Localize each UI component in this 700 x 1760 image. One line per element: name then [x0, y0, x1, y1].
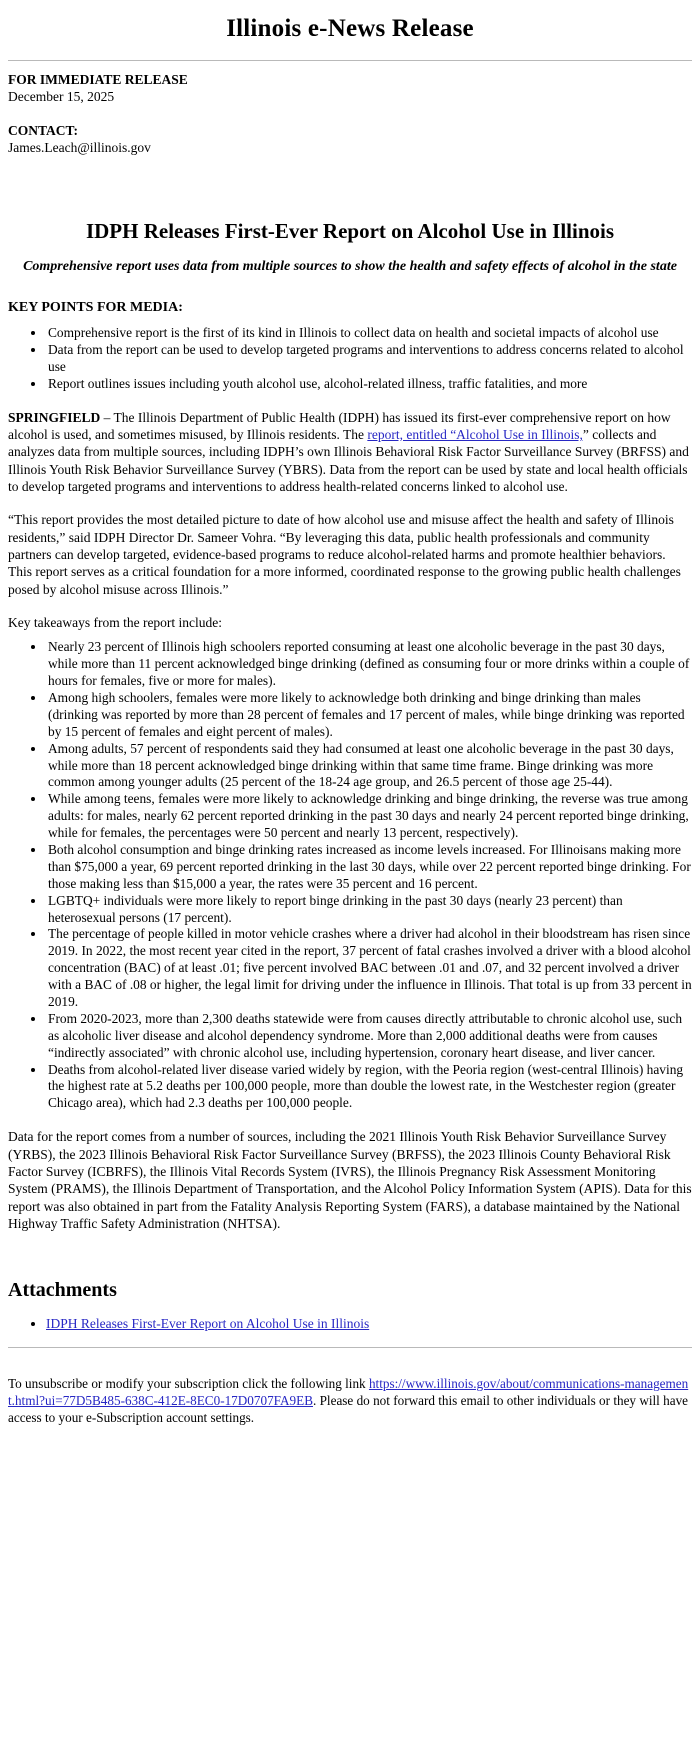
list-item: • Deaths from alcohol-related liver disease varied widely by region, with the Peoria region (west-central Illinois) having the highest rate at 5.2 deaths per 100,000 people, more than double the lowest rate, in the Westchester region (greater Chicago area), which had 2.3 deaths per 100,000 people. [46, 1062, 692, 1113]
list-item: • The percentage of people killed in motor vehicle crashes where a driver had alcohol in their bloodstream has risen since 2019. In 2022, the most recent year cited in the report, 37 percent of fatal crashes involved a driver with a blood alcohol concentration (BAC) of at least .01; five percent involved BAC between .01 and .07, and 32 percent involved a driver with a BAC of .08 or higher, the legal limit for driving under the influence in Illinois. That total is up from 33 percent in 2019. [46, 926, 692, 1010]
list-item: • Data from the report can be used to develop targeted programs and interventions to address concerns related to alcohol use [46, 342, 692, 376]
key-points-label: KEY POINTS FOR MEDIA: [8, 299, 183, 315]
unsubscribe-footer [8, 1375, 692, 1426]
release-date: December 15, 2025 [8, 89, 115, 105]
unsubscribe-outro: . Please do not forward this email to other individuals or they will have access to your e-Subscription account settings. [8, 1393, 689, 1426]
release-meta [8, 71, 692, 106]
spacer [8, 1112, 692, 1128]
lead-text-part2: ” collects and analyzes data from multiple sources, including IDPH’s own Illinois Behavioral Risk Factor Surveillance Survey (BRFSS) and Illinois Youth Risk Behavior Surveillance Survey (YBRS). Data from the report can be used by state and local health officials to develop targeted programs and interventions to address health-related concerns linked to alcohol use. [8, 426, 689, 494]
spacer [8, 393, 692, 409]
list-item: • Comprehensive report is the first of its kind in Illinois to collect data on health and societal impacts of alcohol use [46, 325, 692, 342]
dateline: SPRINGFIELD [8, 409, 101, 425]
list-item: • Report outlines issues including youth alcohol use, alcohol-related illness, traffic fatalities, and more [46, 376, 692, 393]
spacer [8, 495, 692, 511]
release-label: FOR IMMEDIATE RELEASE [8, 72, 188, 87]
list-item: • LGBTQ+ individuals were more likely to report binge drinking in the past 30 days (nearly 23 percent) than heterosexual persons (17 percent). [46, 893, 692, 927]
spacer [8, 1232, 692, 1278]
data-sources-paragraph: Data for the report comes from a number of sources, including the 2021 Illinois Youth Risk Behavior Surveillance Survey (YRBS), the 2023 Illinois Behavioral Risk Factor Surveillance Survey (BRFSS), the 2023 Illinois County Behavioral Risk Factor Survey (ICBRFS), the Illinois Vital Records System (IVRS), the Illinois Pregnancy Risk Assessment Monitoring System (PRAMS), the Illinois Department of Transportation, and the Alcohol Policy Information System (APIS). Data for this report was also obtained in part from the Fatality Analysis Reporting System (FARS), a database maintained by the National Highway Traffic Safety Administration (NHTSA). [8, 1129, 692, 1231]
takeaways-list [8, 639, 692, 1112]
attachments-list [8, 1315, 692, 1333]
spacer [8, 61, 692, 71]
spacer [8, 156, 692, 218]
list-item: • Among high schoolers, females were more likely to acknowledge both drinking and binge drinking than males (drinking was reported by more than 28 percent of females and 17 percent of males, while binge drinking was reported by 15 percent of females and eight percent of males). [46, 690, 692, 741]
contact-label: CONTACT: [8, 122, 78, 138]
spacer [8, 106, 692, 122]
lead-text-part1: – The Illinois Department of Public Health (IDPH) has issued its first-ever comprehensive report on how alcohol is used, and sometimes misused, by Illinois residents. The [8, 409, 671, 442]
attachments-heading: Attachments [8, 1279, 117, 1302]
list-item: • From 2020-2023, more than 2,300 deaths statewide were from causes directly attributable to chronic alcohol use, such as alcoholic liver disease and alcohol dependency syndrome. More than 2,000 additional deaths were from causes “indirectly associated” with chronic alcohol use, including hypertension, coronary heart disease, and liver cancer. [46, 1011, 692, 1062]
list-item: • Nearly 23 percent of Illinois high schoolers reported consuming at least one alcoholic beverage in the past 30 days, while more than 11 percent acknowledged binge drinking (defined as consuming four or more drinks within a couple of hours for females, five or more for males). [46, 639, 692, 690]
spacer [8, 277, 692, 299]
report-link[interactable]: report, entitled “Alcohol Use in Illinois, [367, 426, 583, 442]
page-title: Illinois e-News Release [226, 15, 474, 42]
list-item [46, 1315, 692, 1333]
lead-paragraph [8, 409, 692, 496]
unsubscribe-link[interactable]: https://www.illinois.gov/about/communications-management.html?ui=77D5B485-638C-412E-8EC0-17D0707FA9EB [8, 1376, 689, 1409]
spacer [8, 598, 692, 614]
unsubscribe-intro: To unsubscribe or modify your subscription click the following link [8, 1376, 369, 1392]
list-item: • Both alcohol consumption and binge drinking rates increased as income levels increased. For Illinoisans making more than $75,000 a year, 69 percent reported drinking in the last 30 days, while over 22 percent reported binge drinking. For those making less than $15,000 a year, the rates were 35 percent and 16 percent. [46, 842, 692, 893]
takeaways-intro: Key takeaways from the report include: [8, 614, 223, 630]
attachment-link[interactable]: IDPH Releases First-Ever Report on Alcohol Use in Illinois [46, 1316, 370, 1332]
contact-email: James.Leach@illinois.gov [8, 139, 151, 155]
key-points-list [8, 325, 692, 393]
list-item: • While among teens, females were more likely to acknowledge drinking and binge drinking, the reverse was true among adults: for males, nearly 62 percent reported drinking in the past 30 days and nearly 24 percent reported binge drinking, while for females, the percentages were 50 percent and nearly 13 percent, respectively). [46, 791, 692, 842]
contact-block [8, 122, 692, 157]
spacer [8, 1333, 692, 1347]
article-subhead: Comprehensive report uses data from multiple sources to show the health and safety effects of alcohol in the state [23, 259, 677, 275]
list-item: • Among adults, 57 percent of respondents said they had consumed at least one alcoholic beverage in the past 30 days, while more than 18 percent acknowledged binge drinking within that same time frame. Binge drinking was more common among younger adults (25 percent of the 18-24 age group, and 26.5 percent of those age 25-44). [46, 741, 692, 792]
director-quote-paragraph: “This report provides the most detailed picture to date of how alcohol use and misuse affect the health and safety of Illinois residents,” said IDPH Director Dr. Sameer Vohra. “By leveraging this data, public health professionals and community partners can develop targeted, evidence-based programs to reduce alcohol-related harms and promote healthier behaviors. This report serves as a critical foundation for a more informed, coordinated response to the growing public health challenges posed by alcohol misuse across Illinois.” [8, 512, 681, 597]
article-headline: IDPH Releases First-Ever Report on Alcohol Use in Illinois [85, 219, 615, 244]
spacer [8, 1348, 692, 1362]
